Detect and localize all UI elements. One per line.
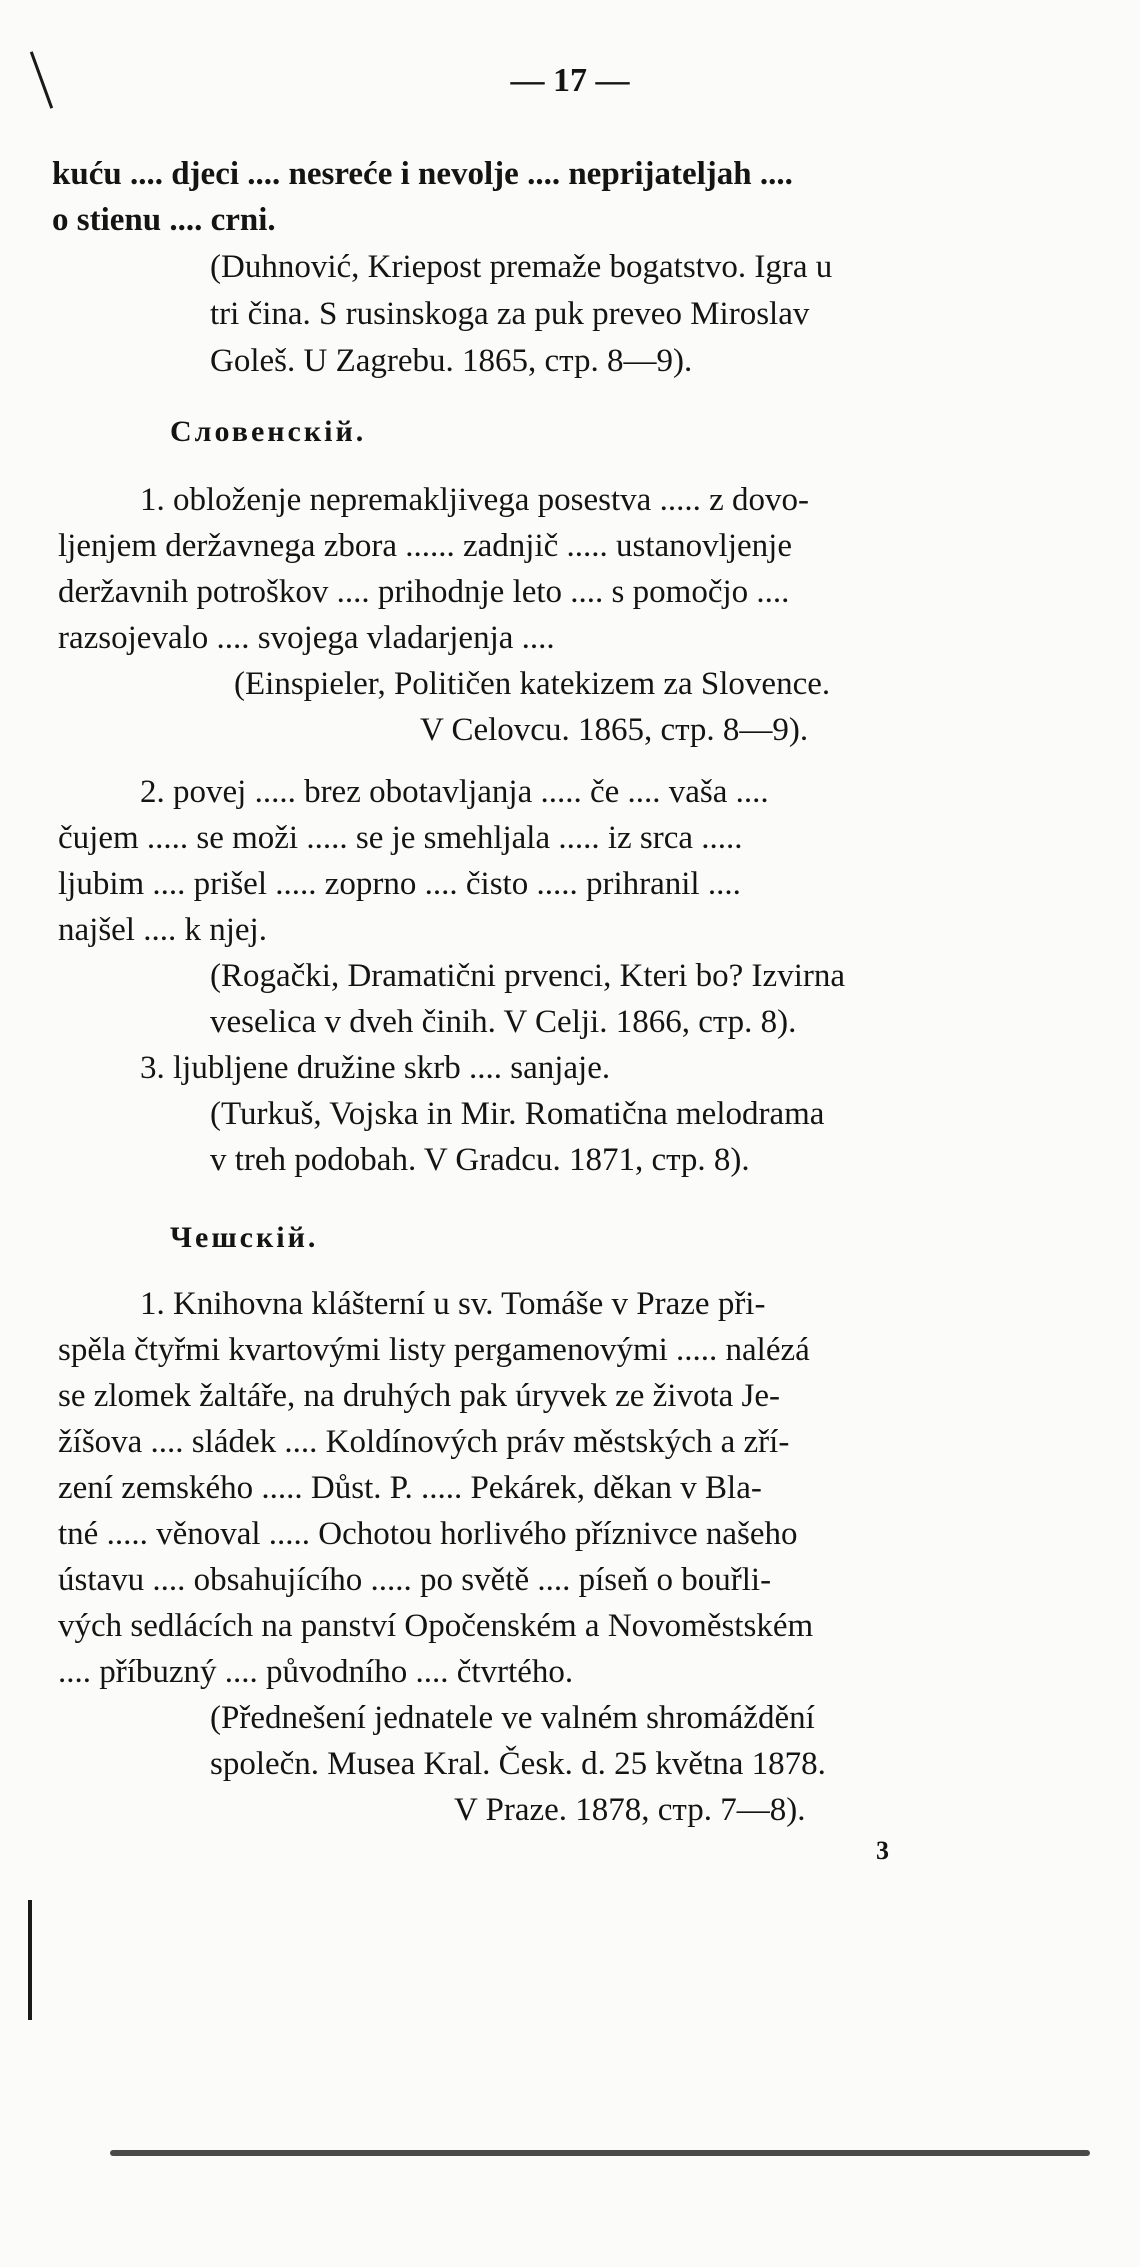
text-line: 3. ljubljene družine skrb .... sanjaje. <box>140 1050 611 1086</box>
bottom-rule <box>110 2150 1090 2156</box>
text-line: tné ..... věnoval ..... Ochotou horlivého příznivce našeho <box>58 1516 798 1552</box>
text-line: společn. Musea Kral. Česk. d. 25 května 1878. <box>210 1746 826 1782</box>
text-line: (Rogački, Dramatični prvenci, Kteri bo? Izvirna <box>210 958 845 994</box>
text-line: 2. povej ..... brez obotavljanja ..... če .... vaša .... <box>140 774 769 810</box>
text-line: čujem ..... se moži ..... se je smehljala ..... iz srca ..... <box>58 820 743 856</box>
text-line: se zlomek žaltáře, na druhých pak úryvek ze života Je- <box>58 1378 781 1414</box>
edge-mark <box>28 1900 32 2020</box>
text-line: zení zemského ..... Důst. P. ..... Pekárek, děkan v Bla- <box>58 1470 762 1506</box>
text-line: .... příbuzný .... původního .... čtvrtého. <box>58 1654 574 1690</box>
text-line: kuću .... djeci .... nesreće i nevolje .... neprijateljah .... <box>52 156 793 192</box>
text-line: tri čina. S rusinskoga za puk preveo Miroslav <box>210 296 810 332</box>
text-line: 1. Knihovna klášterní u sv. Tomáše v Praze při- <box>140 1286 766 1322</box>
text-line: o stienu .... crni. <box>52 202 276 238</box>
section-heading: Чешскій. <box>170 1221 319 1254</box>
text-line: V Praze. 1878, стр. 7—8). <box>454 1792 806 1828</box>
text-line: 1. obloženje nepremakljivega posestva ..... z dovo- <box>140 482 809 518</box>
text-line: ljubim .... prišel ..... zoprno .... čisto ..... prihranil .... <box>58 866 741 902</box>
text-line: deržavnih potroškov .... prihodnje leto .... s pomočjo .... <box>58 574 790 610</box>
text-line: (Duhnović, Kriepost premaže bogatstvo. Igra u <box>210 249 833 285</box>
text-line: (Turkuš, Vojska in Mir. Romatična melodrama <box>210 1096 825 1132</box>
text-line: ústavu .... obsahujícího ..... po světě .... píseň o bouřli- <box>58 1562 772 1598</box>
text-line: žíšova .... sládek .... Koldínových práv městských a zří- <box>58 1424 790 1460</box>
text-line: spěla čtyřmi kvartovými listy pergamenovými ..... nalézá <box>58 1332 810 1368</box>
text-line: ljenjem deržavnega zbora ...... zadnjič ..... ustanovljenje <box>58 528 792 564</box>
text-line: veselica v dveh činih. V Celji. 1866, стр. 8). <box>210 1004 797 1040</box>
text-line: v treh podobah. V Gradcu. 1871, стр. 8). <box>210 1142 750 1178</box>
text-line: vých sedlácích na panství Opočenském a Novoměstském <box>58 1608 814 1644</box>
text-line: (Přednešení jednatele ve valném shromáždění <box>210 1700 815 1736</box>
text-line: Goleš. U Zagrebu. 1865, стр. 8—9). <box>210 343 693 379</box>
text-line: (Einspieler, Političen katekizem za Slovence. <box>234 666 831 702</box>
signature-mark: 3 <box>876 1836 889 1865</box>
text-line: najšel .... k njej. <box>58 912 267 948</box>
text-line: V Celovcu. 1865, стр. 8—9). <box>420 712 809 748</box>
page-number: — 17 — <box>510 62 630 99</box>
section-heading: Словенскій. <box>170 415 367 448</box>
text-line: razsojevalo .... svojega vladarjenja .... <box>58 620 555 656</box>
